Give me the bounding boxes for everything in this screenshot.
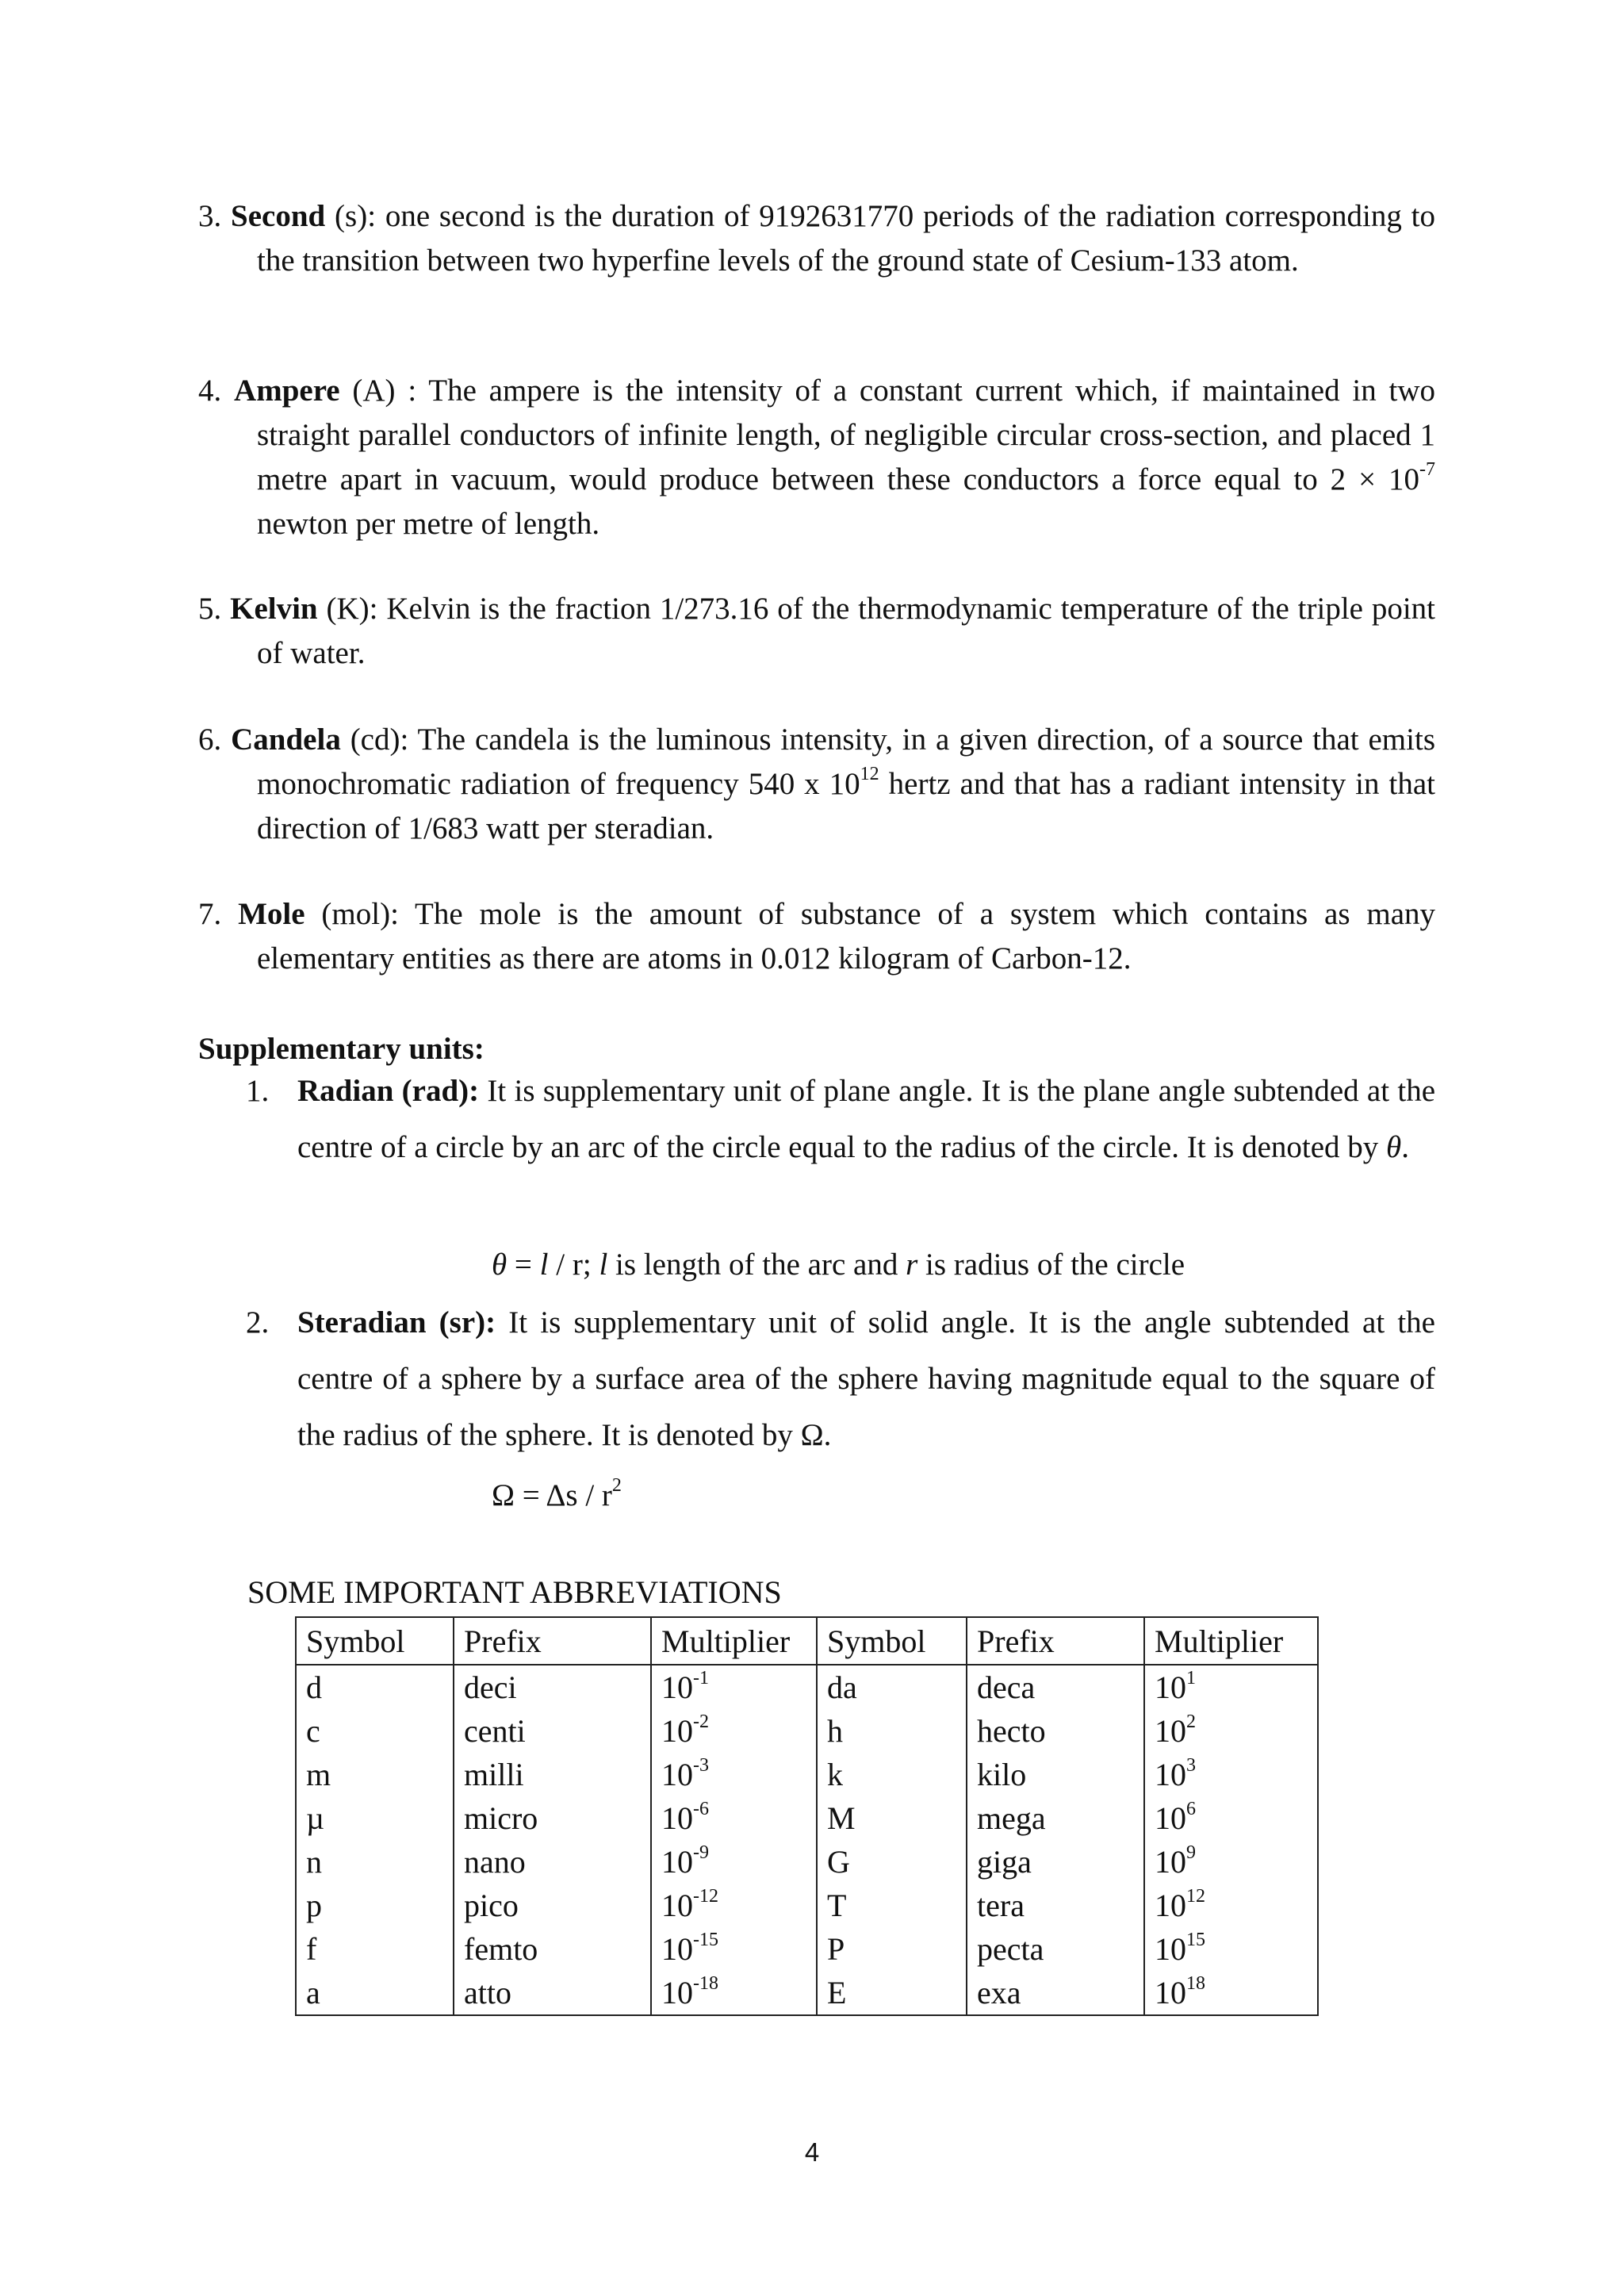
prefix-cell: centi xyxy=(454,1709,651,1753)
exponent: -7 xyxy=(1419,459,1435,480)
steradian-list xyxy=(246,1294,1435,1463)
multiplier-base: 10 xyxy=(1155,1844,1186,1880)
eq-exponent: 2 xyxy=(611,1475,622,1496)
unit-second xyxy=(198,194,1435,283)
prefix-cell: mega xyxy=(967,1796,1144,1840)
multiplier-cell xyxy=(1144,1971,1318,2015)
multiplier-cell xyxy=(1144,1753,1318,1796)
theta-symbol: θ xyxy=(1386,1130,1402,1164)
abbreviations-table xyxy=(295,1616,1319,2016)
multiplier-cell xyxy=(1144,1840,1318,1884)
unit-definition-end: newton per metre of length. xyxy=(257,507,600,541)
unit-term: Mole xyxy=(238,897,305,931)
eq-r: r xyxy=(906,1248,918,1282)
multiplier-cell xyxy=(1144,1884,1318,1927)
unit-definition: (A) : The ampere is the intensity of a constant current which, if maintained in two straight parallel conductors of infinite length, of negligible circular cross-section, and placed 1 metre apart in vacuum, would produce between these conductors a force equal to 2 × 10 xyxy=(257,374,1435,496)
symbol-cell: h xyxy=(817,1709,967,1753)
unit-term: Second xyxy=(231,199,326,233)
multiplier-cell xyxy=(1144,1709,1318,1753)
eq-text: Ω = Δs / r xyxy=(492,1478,612,1512)
multiplier-exponent: 18 xyxy=(1186,1972,1205,1994)
steradian-term: Steradian (sr): xyxy=(297,1305,496,1340)
column-header: Prefix xyxy=(967,1617,1144,1665)
symbol-cell: n xyxy=(296,1840,454,1884)
multiplier-exponent: -12 xyxy=(693,1885,718,1907)
multiplier-exponent: -15 xyxy=(693,1929,718,1950)
prefix-cell: exa xyxy=(967,1971,1144,2015)
unit-definition-end: hertz and that has a radiant intensity in that direction of 1/683 watt per steradian. xyxy=(257,767,1435,845)
multiplier-base: 10 xyxy=(1155,1757,1186,1792)
multiplier-exponent: 9 xyxy=(1186,1842,1196,1863)
unit-mole xyxy=(198,892,1435,981)
symbol-cell: m xyxy=(296,1753,454,1796)
symbol-cell: T xyxy=(817,1884,967,1927)
multiplier-cell xyxy=(651,1927,817,1971)
multiplier-cell xyxy=(651,1971,817,2015)
multiplier-exponent: -18 xyxy=(693,1972,718,1994)
multiplier-base: 10 xyxy=(661,1975,693,2010)
multiplier-exponent: 12 xyxy=(1186,1885,1205,1907)
symbol-cell: µ xyxy=(296,1796,454,1840)
multiplier-cell xyxy=(651,1709,817,1753)
table-row xyxy=(296,1884,1318,1927)
column-header: Symbol xyxy=(296,1617,454,1665)
table-row xyxy=(296,1971,1318,2015)
unit-term: Candela xyxy=(231,723,341,757)
radian-definition: It is supplementary unit of plane angle. It is the plane angle subtended at the centre of a circle by an arc of the circle equal to the radius of the circle. It is denoted by xyxy=(297,1074,1436,1164)
symbol-cell: c xyxy=(296,1709,454,1753)
eq-part: = xyxy=(507,1248,540,1282)
multiplier-exponent: 1 xyxy=(1186,1667,1196,1688)
column-header: Symbol xyxy=(817,1617,967,1665)
symbol-cell: P xyxy=(817,1927,967,1971)
eq-l: l xyxy=(599,1248,608,1282)
unit-ampere xyxy=(198,369,1435,546)
table-row xyxy=(296,1753,1318,1796)
prefix-cell: pico xyxy=(454,1884,651,1927)
unit-number: 7. xyxy=(198,897,222,931)
multiplier-exponent: -9 xyxy=(693,1842,709,1863)
table-row xyxy=(296,1840,1318,1884)
multiplier-exponent: 3 xyxy=(1186,1754,1196,1776)
unit-number: 6. xyxy=(198,723,222,757)
eq-part: / r; xyxy=(548,1248,599,1282)
column-header: Multiplier xyxy=(1144,1617,1318,1665)
symbol-cell: da xyxy=(817,1665,967,1709)
multiplier-base: 10 xyxy=(661,1669,693,1705)
unit-term: Ampere xyxy=(234,374,340,408)
abbreviations-title: SOME IMPORTANT ABBREVIATIONS xyxy=(247,1574,782,1610)
column-header: Prefix xyxy=(454,1617,651,1665)
radian-item xyxy=(246,1063,1435,1175)
multiplier-cell xyxy=(651,1753,817,1796)
table-row xyxy=(296,1665,1318,1709)
multiplier-cell xyxy=(651,1840,817,1884)
multiplier-exponent: 2 xyxy=(1186,1711,1196,1732)
steradian-item xyxy=(246,1294,1435,1463)
multiplier-cell xyxy=(1144,1796,1318,1840)
table-header-row xyxy=(296,1617,1318,1665)
multiplier-base: 10 xyxy=(661,1844,693,1880)
prefix-cell: deca xyxy=(967,1665,1144,1709)
multiplier-base: 10 xyxy=(661,1888,693,1923)
multiplier-exponent: -2 xyxy=(693,1711,709,1732)
unit-candela xyxy=(198,718,1435,851)
item-number: 1. xyxy=(246,1074,270,1108)
multiplier-base: 10 xyxy=(661,1757,693,1792)
multiplier-cell xyxy=(1144,1665,1318,1709)
column-header: Multiplier xyxy=(651,1617,817,1665)
symbol-cell: k xyxy=(817,1753,967,1796)
table-row xyxy=(296,1927,1318,1971)
multiplier-cell xyxy=(651,1796,817,1840)
table-row xyxy=(296,1796,1318,1840)
symbol-cell: a xyxy=(296,1971,454,2015)
unit-term: Kelvin xyxy=(230,592,318,626)
eq-part: is length of the arc and xyxy=(607,1248,906,1282)
multiplier-cell xyxy=(651,1884,817,1927)
multiplier-exponent: -6 xyxy=(693,1798,709,1819)
period: . xyxy=(1401,1130,1409,1164)
unit-definition: (cd): The candela is the luminous intensity, in a given direction, of a source that emits monochromatic radiation of frequency 540 x 10 xyxy=(257,723,1435,801)
eq-part: is radius of the circle xyxy=(917,1248,1185,1282)
unit-number: 4. xyxy=(198,374,222,408)
multiplier-base: 10 xyxy=(1155,1800,1186,1836)
multiplier-exponent: 15 xyxy=(1186,1929,1205,1950)
multiplier-base: 10 xyxy=(1155,1669,1186,1705)
prefix-cell: nano xyxy=(454,1840,651,1884)
unit-definition: (mol): The mole is the amount of substance of a system which contains as many elementary entities as there are atoms in 0.012 kilogram of Carbon-12. xyxy=(257,897,1436,976)
unit-definition: (K): Kelvin is the fraction 1/273.16 of the thermodynamic temperature of the triple point of water. xyxy=(257,592,1435,670)
prefix-cell: kilo xyxy=(967,1753,1144,1796)
multiplier-base: 10 xyxy=(1155,1975,1186,2010)
multiplier-exponent: 6 xyxy=(1186,1798,1196,1819)
multiplier-base: 10 xyxy=(1155,1713,1186,1749)
item-number: 2. xyxy=(246,1305,270,1340)
multiplier-exponent: -1 xyxy=(693,1667,709,1688)
symbol-cell: d xyxy=(296,1665,454,1709)
exponent: 12 xyxy=(860,764,879,784)
multiplier-cell xyxy=(651,1665,817,1709)
multiplier-base: 10 xyxy=(661,1800,693,1836)
multiplier-base: 10 xyxy=(661,1931,693,1967)
section-heading: Supplementary units: xyxy=(198,1032,485,1066)
prefix-cell: atto xyxy=(454,1971,651,2015)
prefix-cell: pecta xyxy=(967,1927,1144,1971)
supplementary-list xyxy=(246,1063,1435,1175)
prefix-cell: deci xyxy=(454,1665,651,1709)
unit-number: 5. xyxy=(198,592,222,626)
unit-kelvin xyxy=(198,587,1435,676)
symbol-cell: M xyxy=(817,1796,967,1840)
eq-l: l xyxy=(539,1248,549,1282)
steradian-equation xyxy=(492,1474,622,1518)
unit-number: 3. xyxy=(198,199,222,233)
multiplier-base: 10 xyxy=(1155,1888,1186,1923)
unit-definition: (s): one second is the duration of 9192631770 periods of the radiation corresponding to the transition between two hyperfine levels of the ground state of Cesium-133 atom. xyxy=(257,199,1435,278)
radian-equation xyxy=(492,1243,1185,1287)
prefix-cell: hecto xyxy=(967,1709,1144,1753)
multiplier-base: 10 xyxy=(661,1713,693,1749)
page-number: 4 xyxy=(804,2137,820,2167)
multiplier-base: 10 xyxy=(1155,1931,1186,1967)
prefix-cell: milli xyxy=(454,1753,651,1796)
symbol-cell: f xyxy=(296,1927,454,1971)
symbol-cell: E xyxy=(817,1971,967,2015)
multiplier-cell xyxy=(1144,1927,1318,1971)
prefix-cell: tera xyxy=(967,1884,1144,1927)
prefix-cell: micro xyxy=(454,1796,651,1840)
multiplier-exponent: -3 xyxy=(693,1754,709,1776)
radian-term: Radian (rad): xyxy=(297,1074,480,1108)
eq-theta: θ xyxy=(492,1248,508,1282)
symbol-cell: p xyxy=(296,1884,454,1927)
table-row xyxy=(296,1709,1318,1753)
prefix-cell: femto xyxy=(454,1927,651,1971)
prefix-cell: giga xyxy=(967,1840,1144,1884)
steradian-definition: It is supplementary unit of solid angle. It is the angle subtended at the centre of a sphere by a surface area of the sphere having magnitude equal to the square of the radius of the sphere. It is denoted by Ω. xyxy=(297,1305,1435,1452)
symbol-cell: G xyxy=(817,1840,967,1884)
